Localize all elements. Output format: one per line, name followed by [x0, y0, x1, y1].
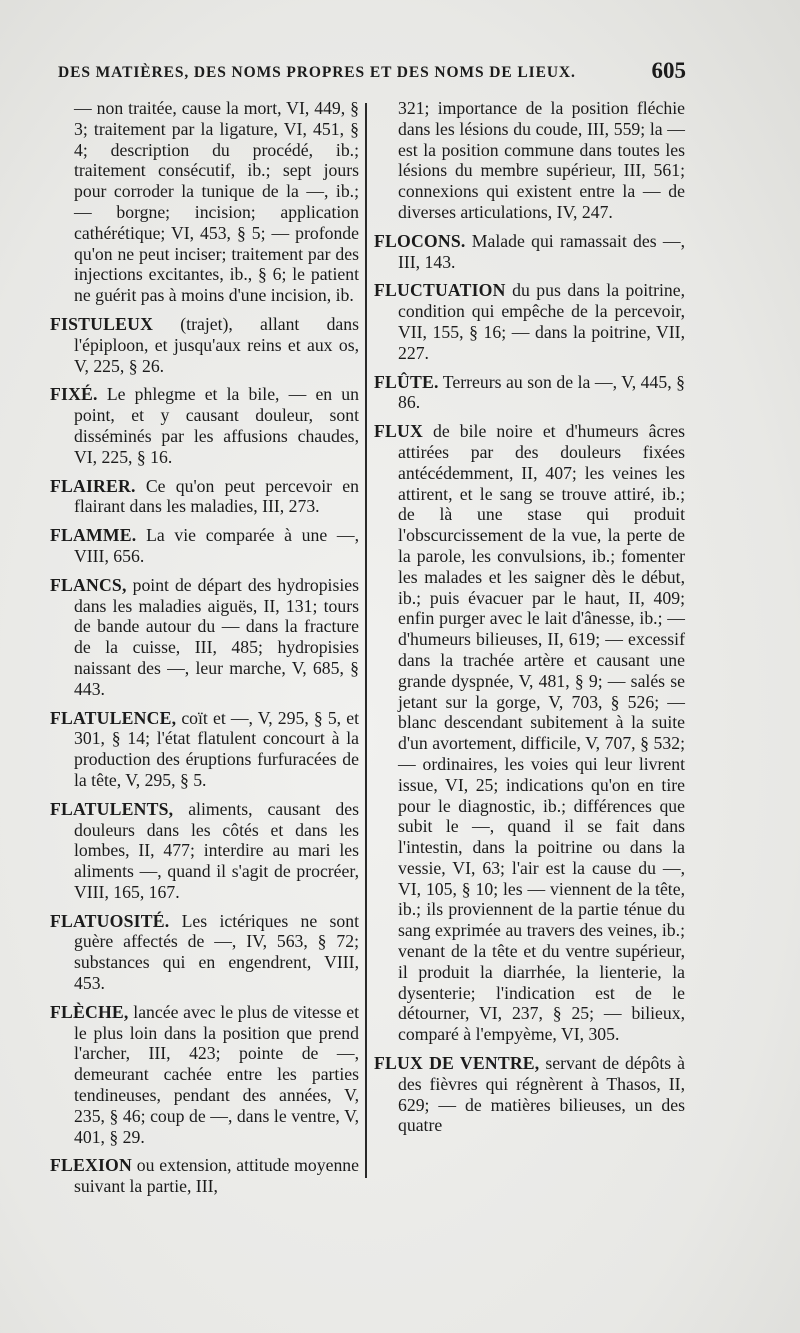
continuation-text: — non traitée, cause la mort, VI, 449, § 3; traitement par la ligature, VI, 451, § 4; description du procédé, ib.; traitement consécutif, ib.; sept jours pour corroder la tunique de la —, ib.; — borgne; incision; application cathérétique; VI, 453, § 5; — profonde qu'on ne peut inciser; traitement par des injections excitantes, ib., § 6; le patient ne guérit pas à moins d'une incision, ib.	[74, 98, 359, 306]
index-entry	[50, 911, 359, 994]
entry-text: Ce qu'on peut percevoir en flairant dans les maladies, III, 273.	[74, 475, 359, 517]
entry-keyword: FLATULENCE,	[50, 707, 177, 728]
entry-text: du pus dans la poitrine, condition qui empêche de la percevoir, VII, 155, § 16; — dans la poitrine, VII, 227.	[398, 280, 685, 363]
entry-keyword: FLUCTUATION	[374, 280, 506, 301]
entry-keyword: FISTULEUX	[50, 313, 154, 334]
entry-text: ou extension, attitude moyenne suivant la partie, III,	[74, 1155, 359, 1197]
entry-keyword: FIXÉ.	[50, 384, 98, 405]
entry-keyword: FLANCS,	[50, 574, 127, 595]
index-entry	[50, 525, 359, 567]
entry-keyword: FLATUOSITÉ.	[50, 910, 170, 931]
entry-text: lancée avec le plus de vitesse et le plus loin dans la position que prend l'archer, III, 423; pointe de —, demeurant cachée entre les parties tendineuses, pendant des années, V, 235, § 46; coup de —, dans le ventre, V, 401, § 29.	[74, 1001, 359, 1147]
entry-keyword: FLUX DE VENTRE,	[374, 1053, 540, 1074]
entry-text: coït et —, V, 295, § 5, et 301, § 14; l'état flatulent concourt à la production des éruptions furfuracées de la tête, V, 295, § 5.	[74, 707, 359, 790]
left-column	[50, 98, 359, 1205]
entry-text: point de départ des hydropisies dans les maladies aiguës, II, 131; tours de bande autour du — dans la fracture de la cuisse, III, 485; hydropisies naissant des —, leur marche, V, 685, § 443.	[74, 574, 359, 699]
index-entry	[50, 314, 359, 376]
index-entry	[374, 1053, 685, 1136]
index-entry	[50, 384, 359, 467]
entry-text: Terreurs au son de la —, V, 445, § 86.	[398, 371, 685, 413]
entry-keyword: FLATULENTS,	[50, 798, 174, 819]
entry-text: Le phlegme et la bile, — en un point, et y causant douleur, sont disséminés par les affusions chaudes, VI, 225, § 16.	[74, 384, 359, 467]
index-entry	[50, 1155, 359, 1197]
continuation-text: 321; importance de la position fléchie dans les lésions du coude, III, 559; la — est la position commune dans toutes les lésions du membre supérieur, III, 561; connexions qui existent entre la — de diverses articulations, IV, 247.	[398, 98, 685, 222]
index-entry	[374, 280, 685, 363]
right-column	[374, 98, 685, 1144]
entry-keyword: FLUX	[374, 421, 423, 442]
index-entry	[50, 708, 359, 791]
entry-keyword: FLÛTE.	[374, 371, 439, 392]
entry-text: (trajet), allant dans l'épiploon, et jusqu'aux reins et aux os, V, 225, § 26.	[74, 313, 359, 376]
column-divider	[365, 103, 367, 1178]
entry-keyword: FLAIRER.	[50, 475, 136, 496]
index-entry	[374, 372, 685, 414]
page-number: 605	[651, 58, 686, 83]
entry-keyword: FLAMME.	[50, 525, 137, 546]
index-entry	[50, 799, 359, 903]
entry-text: La vie comparée à une —, VIII, 656.	[74, 525, 359, 566]
page-header	[58, 58, 686, 90]
entry-keyword: FLOCONS.	[374, 230, 466, 251]
index-entry	[50, 1002, 359, 1148]
entry-keyword: FLÈCHE,	[50, 1001, 129, 1022]
entry-keyword: FLEXION	[50, 1155, 132, 1176]
entry-text: aliments, causant des douleurs dans les côtés et dans les lombes, II, 477; interdire au mari les aliments —, quand il s'agit de procréer, VIII, 165, 167.	[74, 798, 359, 902]
index-entry	[374, 421, 685, 1045]
index-entry	[50, 476, 359, 518]
entry-text: Malade qui ramassait des —, III, 143.	[398, 230, 685, 272]
index-entry	[50, 575, 359, 700]
entry-text: servant de dépôts à des fièvres qui régnèrent à Thasos, II, 629; — de matières bilieuses, un des quatre	[398, 1053, 685, 1136]
entry-text: de bile noire et d'humeurs âcres attirées par des douleurs fixées antécédemment, II, 407; les veines les attirent, et le sang se trouve attiré, ib.; de là une stase qui produit l'obscurcissement de la vue, la perte de la parole, les convulsions, ib.; fomenter les malades et les saigner dès le début, ib.; puis évacuer par le haut, II, 409; enfin purger avec le lait d'ânesse, ib.; — d'humeurs bilieuses, II, 619; — excessif dans la trachée artère et causant une grande dyspnée, V, 481, § 9; — salés se jetant sur la gorge, V, 703, § 526; — blanc descendant subitement à la suite d'un avortement, difficile, V, 707, § 532; — ordinaires, les voies qui leur livrent issue, VI, 25; indications qu'on en tire pour le diagnostic, ib.; différences que subit le —, quand il se fait dans l'intestin, dans la poitrine ou dans la vessie, VI, 63; l'air est la cause du —, VI, 105, § 10; les — viennent de la tête, ib.; ils proviennent de la partie ténue du sang exprimée au travers des veines, ib.; venant de la tête et du ventre supérieur, il produit la diarrhée, la lienterie, la dysenterie; l'indication est de le détourner, VI, 237, § 25; — bilieux, comparé à l'empyème, VI, 305.	[398, 421, 685, 1045]
index-entry	[374, 231, 685, 273]
running-head: DES MATIÈRES, DES NOMS PROPRES ET DES NOMS DE LIEUX.	[58, 64, 576, 81]
entry-text: Les ictériques ne sont guère affectés de —, IV, 563, § 72; substances qui en engendrent, VIII, 453.	[74, 910, 359, 994]
